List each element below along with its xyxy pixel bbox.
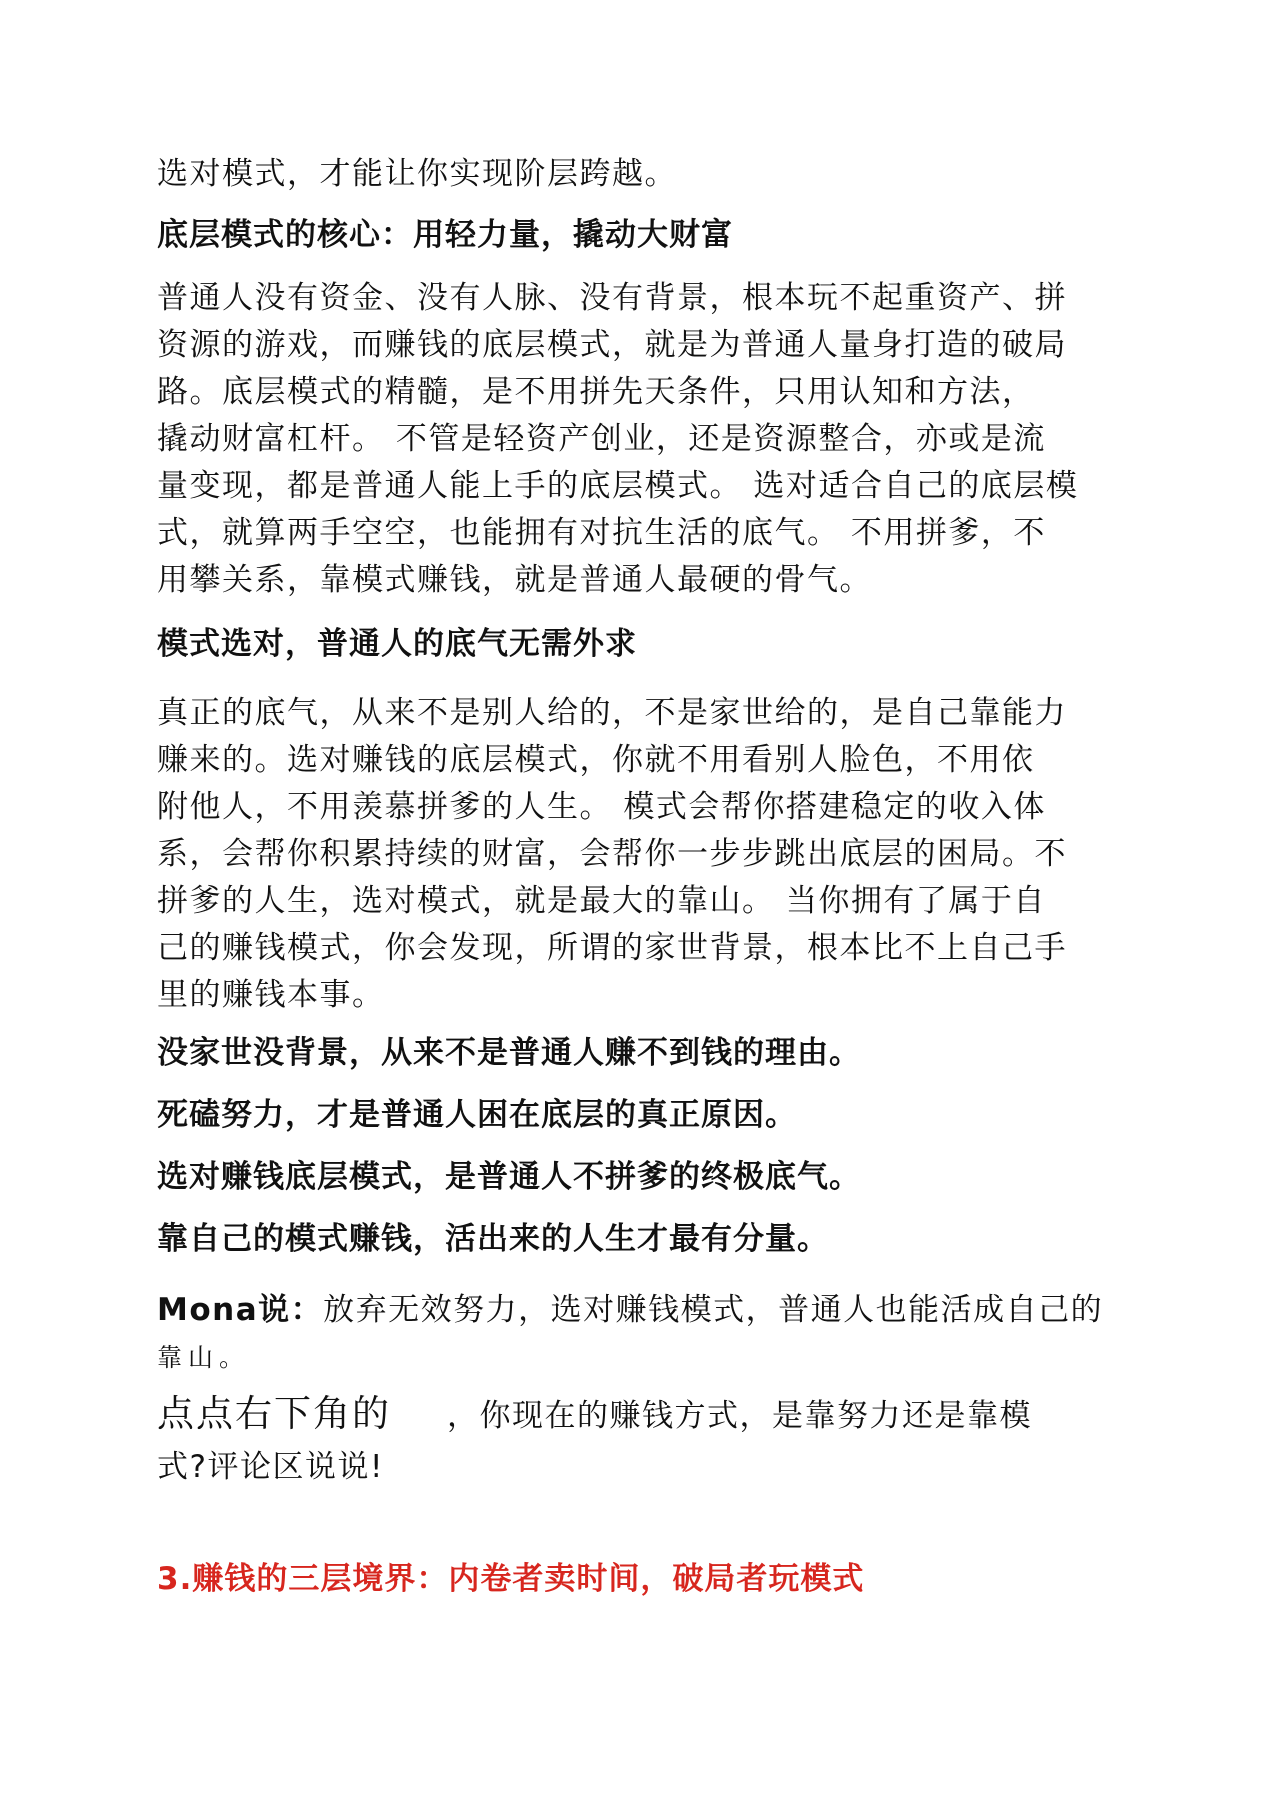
paragraph-line: 选对模式，才能让你实现阶层跨越。	[157, 156, 677, 192]
section-heading: 底层模式的核心：用轻力量，撬动大财富	[157, 217, 733, 253]
mona-quote	[157, 1290, 1103, 1330]
paragraph-line: 赚来的。选对赚钱的底层模式，你就不用看别人脸色，不用依	[157, 742, 1035, 778]
bold-statement: 选对赚钱底层模式，是普通人不拼爹的终极底气。	[157, 1159, 861, 1195]
section-title-red: 3.赚钱的三层境界：内卷者卖时间，破局者玩模式	[157, 1561, 865, 1597]
paragraph-line: 式，就算两手空空，也能拥有对抗生活的底气。 不用拼爹，不	[157, 515, 1046, 551]
bold-statement: 死磕努力，才是普通人困在底层的真正原因。	[157, 1097, 797, 1133]
paragraph-line: 真正的底气，从来不是别人给的，不是家世给的，是自己靠能力	[157, 695, 1067, 731]
mona-text: 放弃无效努力，选对赚钱模式，普通人也能活成自己的	[323, 1292, 1104, 1328]
call-to-action	[157, 1394, 1032, 1436]
cta-text: ，你现在的赚钱方式，是靠努力还是靠模	[447, 1398, 1032, 1434]
cta-big-text: 点点右下角的	[157, 1392, 391, 1435]
paragraph-line: 附他人，不用羡慕拼爹的人生。 模式会帮你搭建稳定的收入体	[157, 789, 1046, 825]
section-heading: 模式选对，普通人的底气无需外求	[157, 626, 637, 662]
paragraph-line: 拼爹的人生，选对模式，就是最大的靠山。 当你拥有了属于自	[157, 883, 1046, 919]
mona-quote-tail: 靠山。	[157, 1343, 251, 1372]
paragraph-line: 路。底层模式的精髓，是不用拼先天条件，只用认知和方法，	[157, 374, 1035, 410]
bold-statement: 靠自己的模式赚钱，活出来的人生才最有分量。	[157, 1221, 829, 1257]
paragraph-line: 量变现，都是普通人能上手的底层模式。 选对适合自己的底层模	[157, 468, 1079, 504]
paragraph-line: 普通人没有资金、没有人脉、没有背景，根本玩不起重资产、拼	[157, 280, 1067, 316]
paragraph-line: 资源的游戏，而赚钱的底层模式，就是为普通人量身打造的破局	[157, 327, 1067, 363]
paragraph-line: 用攀关系，靠模式赚钱，就是普通人最硬的骨气。	[157, 562, 872, 598]
paragraph-line: 撬动财富杠杆。 不管是轻资产创业，还是资源整合，亦或是流	[157, 421, 1046, 457]
call-to-action-tail: 式?评论区说说!	[157, 1449, 384, 1485]
paragraph-line: 系，会帮你积累持续的财富，会帮你一步步跳出底层的困局。不	[157, 836, 1067, 872]
bold-statement: 没家世没背景，从来不是普通人赚不到钱的理由。	[157, 1035, 861, 1071]
mona-label: Mona说：	[157, 1292, 324, 1328]
paragraph-line: 己的赚钱模式，你会发现，所谓的家世背景，根本比不上自己手	[157, 930, 1067, 966]
paragraph-line: 里的赚钱本事。	[157, 977, 385, 1013]
